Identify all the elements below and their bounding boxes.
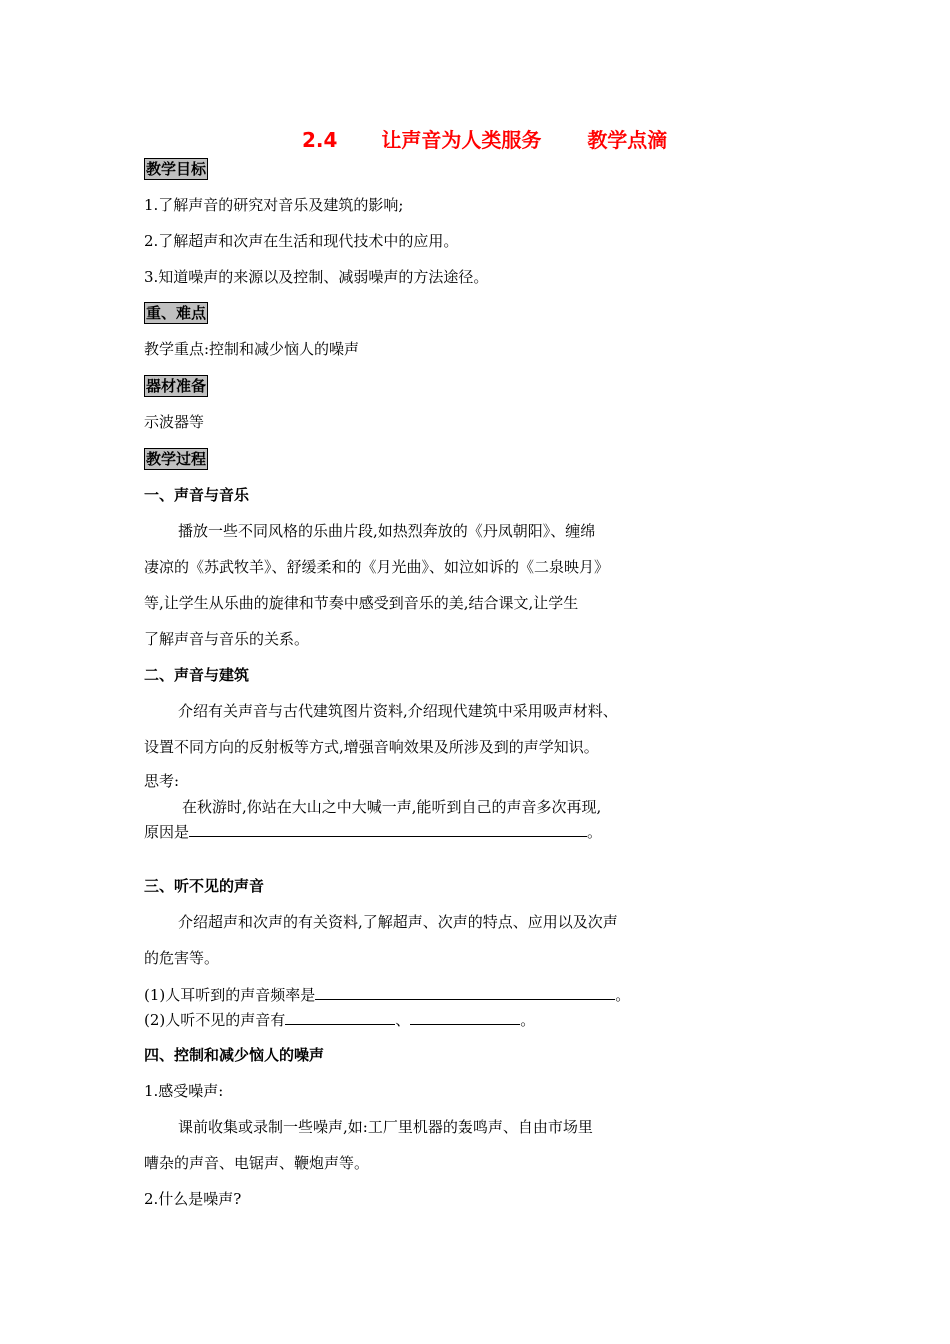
paragraph-line: 介绍有关声音与古代建筑图片资料,介绍现代建筑中采用吸声材料、 xyxy=(178,702,618,720)
paragraph-line: 凄凉的《苏武牧羊》、舒缓柔和的《月光曲》、如泣如诉的《二泉映月》 xyxy=(144,558,610,576)
subsection-title-noise: 四、控制和减少恼人的噪声 xyxy=(144,1046,325,1064)
equipment-text: 示波器等 xyxy=(144,413,205,431)
think-question: 在秋游时,你站在大山之中大喊一声,能听到自己的声音多次再现, xyxy=(182,798,602,816)
reason-prefix: 原因是 xyxy=(144,823,190,841)
answer-blank[interactable] xyxy=(315,985,615,1000)
noise-point-2-label: 2.什么是噪声? xyxy=(144,1190,242,1208)
paragraph-line: 设置不同方向的反射板等方式,增强音响效果及所涉及到的声学知识。 xyxy=(144,738,599,756)
q2-prefix: (2)人听不见的声音有 xyxy=(144,1011,286,1029)
question-2 xyxy=(144,1010,535,1030)
paragraph-line: 课前收集或录制一些噪声,如:工厂里机器的轰鸣声、自由市场里 xyxy=(178,1118,593,1136)
answer-blank[interactable] xyxy=(189,822,587,837)
subsection-title-inaudible: 三、听不见的声音 xyxy=(144,877,265,895)
section-heading-equipment: 器材准备 xyxy=(146,377,207,395)
paragraph-line: 的危害等。 xyxy=(144,949,220,967)
title-main: 让声音为人类服务 xyxy=(381,128,542,152)
page-title xyxy=(302,124,667,153)
q1-end: 。 xyxy=(615,986,631,1004)
reason-line xyxy=(144,822,602,842)
answer-blank[interactable] xyxy=(285,1010,395,1025)
question-1 xyxy=(144,985,630,1005)
objective-item-1: 1.了解声音的研究对音乐及建筑的影响; xyxy=(144,196,404,214)
subsection-title-architecture: 二、声音与建筑 xyxy=(144,666,250,684)
objective-item-3: 3.知道噪声的来源以及控制、减弱噪声的方法途径。 xyxy=(144,268,489,286)
think-label: 思考: xyxy=(144,772,180,790)
objective-item-2: 2.了解超声和次声在生活和现代技术中的应用。 xyxy=(144,232,459,250)
paragraph-line: 播放一些不同风格的乐曲片段,如热烈奔放的《丹凤朝阳》、缠绵 xyxy=(178,522,596,540)
subsection-title-music: 一、声音与音乐 xyxy=(144,486,250,504)
title-suffix: 教学点滴 xyxy=(587,128,668,152)
q2-end: 。 xyxy=(520,1011,536,1029)
reason-end: 。 xyxy=(587,823,603,841)
paragraph-line: 介绍超声和次声的有关资料,了解超声、次声的特点、应用以及次声 xyxy=(178,913,618,931)
key-points-text: 教学重点:控制和减少恼人的噪声 xyxy=(144,340,360,358)
title-number: 2.4 xyxy=(302,128,338,152)
section-heading-objectives: 教学目标 xyxy=(146,160,207,178)
q2-separator: 、 xyxy=(395,1011,411,1029)
paragraph-line: 嘈杂的声音、电锯声、鞭炮声等。 xyxy=(144,1154,370,1172)
paragraph-line: 等,让学生从乐曲的旋律和节奏中感受到音乐的美,结合课文,让学生 xyxy=(144,594,579,612)
section-heading-key-points: 重、难点 xyxy=(146,304,207,322)
answer-blank[interactable] xyxy=(410,1010,520,1025)
paragraph-line: 了解声音与音乐的关系。 xyxy=(144,630,310,648)
q1-prefix: (1)人耳听到的声音频率是 xyxy=(144,986,316,1004)
noise-point-1-label: 1.感受噪声: xyxy=(144,1082,224,1100)
section-heading-process: 教学过程 xyxy=(146,450,207,468)
